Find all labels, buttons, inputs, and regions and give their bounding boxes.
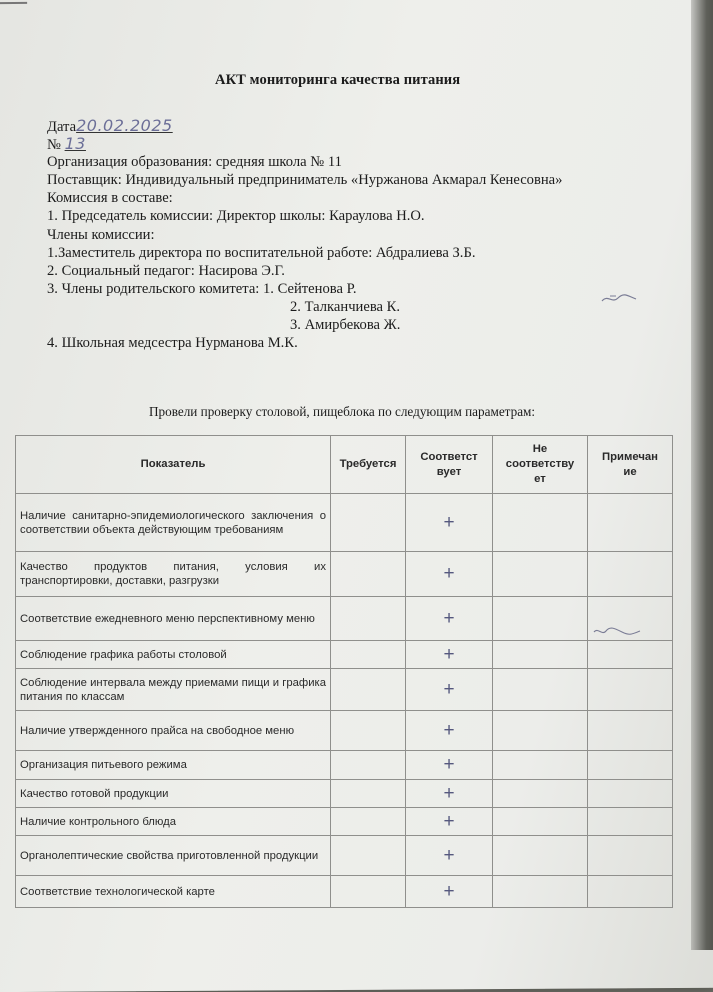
header-indicator: Показатель xyxy=(16,436,331,494)
table-row xyxy=(16,552,673,597)
note-cell xyxy=(588,552,673,597)
number-value: 13 xyxy=(64,134,86,154)
table-row xyxy=(16,494,673,552)
required-cell xyxy=(331,552,406,597)
not-complies-cell xyxy=(493,552,588,597)
table-row xyxy=(16,836,673,876)
number-label: № xyxy=(47,137,61,154)
not-complies-cell xyxy=(493,494,588,552)
table-header-row xyxy=(16,436,673,494)
not-complies-cell xyxy=(493,597,588,641)
date-row xyxy=(47,117,562,135)
note-cell xyxy=(588,751,673,780)
supplier-line: Поставщик: Индивидуальный предприниматель «Нуржанова Акмарал Кенесовна» xyxy=(47,172,563,189)
note-cell xyxy=(588,494,673,552)
document-title: АКТ мониторинга качества питания xyxy=(215,72,461,88)
indicator-cell: Органолептические свойства приготовленной продукции xyxy=(16,836,331,876)
required-cell xyxy=(331,876,406,908)
complies-cell: + xyxy=(406,669,493,711)
table-row xyxy=(16,641,673,669)
organization-line: Организация образования: средняя школа № 11 xyxy=(47,154,342,171)
number-row xyxy=(47,135,562,153)
complies-cell: + xyxy=(406,780,493,808)
table-row xyxy=(16,597,673,641)
not-complies-cell xyxy=(493,669,588,711)
commission-label: Комиссия в составе: xyxy=(47,190,173,207)
required-cell xyxy=(331,494,406,552)
note-signature-icon xyxy=(592,626,642,638)
table-row xyxy=(16,669,673,711)
indicator-cell: Соблюдение графика работы столовой xyxy=(16,641,331,669)
indicator-cell: Соблюдение интервала между приемами пищи и графика питания по классам xyxy=(16,669,331,711)
inspection-table xyxy=(15,435,673,908)
member-deputy: 1.Заместитель директора по воспитательной работе: Абдралиева З.Б. xyxy=(47,244,476,261)
page-corner-line xyxy=(0,2,27,4)
member-parent-2: 2. Талканчиева К. xyxy=(290,298,401,315)
note-cell xyxy=(588,876,673,908)
not-complies-cell xyxy=(493,876,588,908)
complies-cell: + xyxy=(406,836,493,876)
note-cell xyxy=(588,669,673,711)
required-cell xyxy=(331,669,406,711)
indicator-cell: Качество готовой продукции xyxy=(16,780,331,808)
note-cell xyxy=(588,711,673,751)
not-complies-cell xyxy=(493,751,588,780)
indicator-cell: Соответствие технологической карте xyxy=(16,876,331,908)
table-row xyxy=(16,876,673,908)
not-complies-cell xyxy=(493,780,588,808)
complies-cell: + xyxy=(406,876,493,908)
required-cell xyxy=(331,808,406,836)
member-social-teacher: 2. Социальный педагог: Насирова Э.Г. xyxy=(47,262,285,279)
required-cell xyxy=(331,711,406,751)
complies-cell: + xyxy=(406,711,493,751)
table-row xyxy=(16,751,673,780)
note-cell xyxy=(588,808,673,836)
indicator-cell: Наличие санитарно-эпидемиологического заключения о соответствии объекта действующим требованиям xyxy=(16,494,331,552)
complies-cell: + xyxy=(406,808,493,836)
required-cell xyxy=(331,780,406,808)
member-parent-1: 3. Члены родительского комитета: 1. Сейтенова Р. xyxy=(47,280,357,297)
signature-mark-icon xyxy=(600,292,640,306)
not-complies-cell xyxy=(493,641,588,669)
required-cell xyxy=(331,836,406,876)
indicator-cell: Соответствие ежедневного меню перспективному меню xyxy=(16,597,331,641)
not-complies-cell xyxy=(493,808,588,836)
date-label: Дата xyxy=(47,119,77,135)
header-required: Требуется xyxy=(331,436,406,494)
header-complies: Соответст вует xyxy=(406,436,493,494)
inspection-intro: Провели проверку столовой, пищеблока по следующим параметрам: xyxy=(149,404,536,419)
not-complies-cell xyxy=(493,711,588,751)
complies-cell: + xyxy=(406,751,493,780)
indicator-cell: Наличие утвержденного прайса на свободное меню xyxy=(16,711,331,751)
required-cell xyxy=(331,751,406,780)
header-note: Примечан ие xyxy=(588,436,673,494)
table-row xyxy=(16,808,673,836)
indicator-cell: Наличие контрольного блюда xyxy=(16,808,331,836)
note-cell xyxy=(588,836,673,876)
members-label: Члены комиссии: xyxy=(47,226,155,243)
member-nurse: 4. Школьная медсестра Нурманова М.К. xyxy=(47,335,298,352)
member-parent-3: 3. Амирбекова Ж. xyxy=(290,317,401,334)
required-cell xyxy=(331,641,406,669)
note-cell xyxy=(588,641,673,669)
header-not-complies: Не соответству ет xyxy=(493,436,588,494)
indicator-cell: Организация питьевого режима xyxy=(16,751,331,780)
note-cell xyxy=(588,780,673,808)
complies-cell: + xyxy=(406,552,493,597)
complies-cell: + xyxy=(406,494,493,552)
table-row xyxy=(16,780,673,808)
indicator-cell: Качество продуктов питания, условия их транспортировки, доставки, разгрузки xyxy=(16,552,331,597)
required-cell xyxy=(331,597,406,641)
not-complies-cell xyxy=(493,836,588,876)
page-edge-shadow xyxy=(691,0,713,950)
complies-cell: + xyxy=(406,641,493,669)
complies-cell: + xyxy=(406,597,493,641)
table-row xyxy=(16,711,673,751)
document-header-info xyxy=(47,117,562,352)
date-value: 20.02.2025 xyxy=(76,116,173,135)
chair-line: 1. Председатель комиссии: Директор школы: Караулова Н.О. xyxy=(47,208,425,225)
